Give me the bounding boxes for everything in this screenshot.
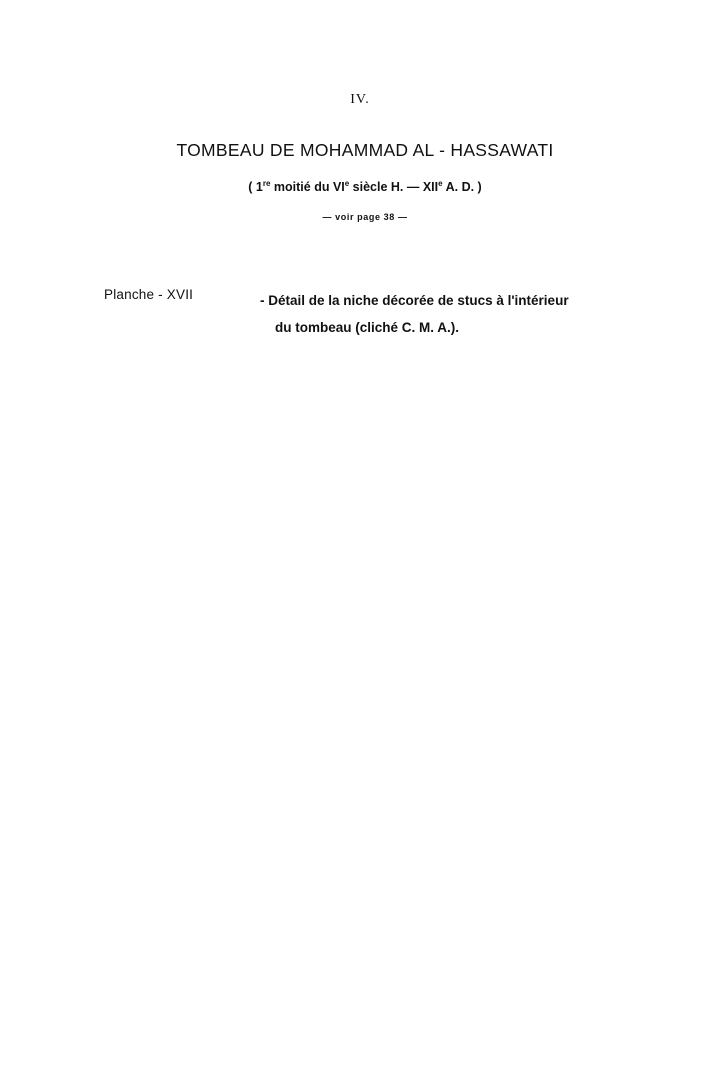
subtitle-ordinal-3: e	[438, 179, 443, 188]
plate-description-line-2: du tombeau (cliché C. M. A.).	[275, 320, 460, 335]
subtitle-open: ( 1	[248, 180, 263, 195]
subtitle-date	[0, 179, 720, 194]
subtitle-text-1: moitié du VI	[270, 180, 345, 195]
subtitle-text-3: A. D. )	[442, 180, 482, 195]
page-title: TOMBEAU DE MOHAMMAD AL - HASSAWATI	[176, 140, 554, 160]
plate-description	[260, 287, 660, 341]
subtitle-ordinal-2: e	[344, 179, 350, 188]
subtitle-ordinal-1: re	[262, 179, 271, 188]
subtitle-text-2: siècle H. — XII	[349, 180, 439, 195]
page-reference: — voir page 38 —	[322, 212, 408, 222]
plate-label: Planche - XVII	[104, 287, 194, 302]
plate-description-line-1: - Détail de la niche décorée de stucs à l'intérieur	[260, 293, 569, 308]
chapter-number: IV.	[350, 92, 370, 107]
